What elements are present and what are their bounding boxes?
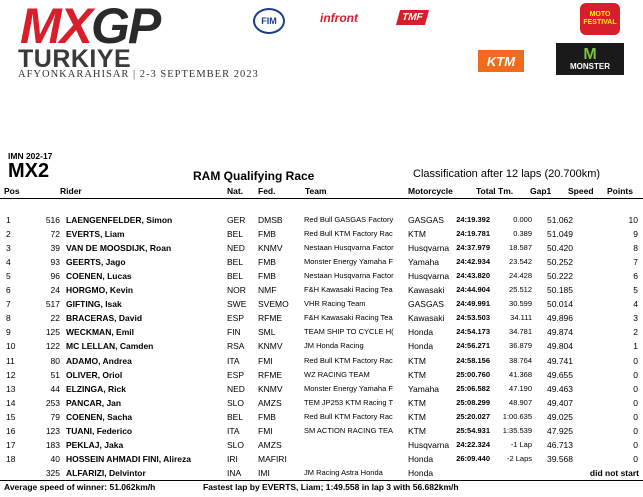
bike-number: 125	[45, 327, 60, 338]
federation: FMB	[258, 271, 276, 282]
rider-name: HORGMO, Kevin	[66, 285, 134, 296]
federation: AMZS	[258, 397, 282, 408]
team-name: F&H Kawasaki Racing Tea	[304, 313, 393, 323]
speed: 50.222	[547, 271, 573, 282]
bike-number: 123	[45, 425, 60, 436]
col-nat: Nat.	[227, 186, 244, 196]
gap: 34.781	[509, 327, 532, 337]
speed: 46.713	[547, 439, 573, 450]
position: 15	[6, 411, 16, 422]
nationality: GER	[227, 215, 246, 225]
table-row	[0, 369, 643, 382]
table-row	[0, 453, 643, 466]
table-row	[0, 284, 643, 297]
position: 1	[6, 215, 11, 225]
motorcycle: Husqvarna	[408, 243, 450, 254]
nationality: ITA	[227, 355, 240, 366]
team-name: JM Racing Astra Honda	[304, 467, 383, 477]
motorcycle: KTM	[408, 411, 426, 422]
federation: KNMV	[258, 383, 283, 394]
bike-number: 24	[50, 285, 60, 296]
rider-name: BRACERAS, David	[66, 313, 143, 324]
federation: FMB	[258, 257, 276, 268]
motorcycle: KTM	[408, 369, 426, 380]
motorcycle: Yamaha	[408, 383, 440, 394]
nationality: BEL	[227, 411, 244, 422]
rider-name: ALFARIZI, Delvintor	[66, 467, 146, 478]
series-code: IMN 202-17	[8, 151, 53, 161]
bike-number: 93	[50, 257, 60, 268]
motorcycle: Yamaha	[408, 257, 440, 268]
bike-number: 39	[50, 243, 60, 254]
mxgp-logo: MXGP	[20, 0, 160, 54]
points: 1	[633, 341, 638, 352]
bike-number: 44	[50, 383, 60, 394]
bike-number: 122	[45, 341, 60, 352]
total-time: 24:44.904	[456, 285, 490, 295]
nationality: BEL	[227, 257, 244, 268]
motorcycle: Honda	[408, 327, 434, 338]
motorcycle: Honda	[408, 341, 434, 352]
total-time: 25:54.931	[456, 425, 490, 435]
total-time: 24:37.979	[456, 243, 490, 253]
speed: 51.062	[547, 215, 573, 225]
monster-energy-logo: M MONSTER	[556, 43, 624, 75]
federation: DMSB	[258, 215, 283, 225]
speed: 49.896	[547, 313, 573, 324]
nationality: NOR	[227, 285, 246, 296]
team-name: Red Bull KTM Factory Rac	[304, 355, 393, 365]
speed: 47.925	[547, 425, 573, 436]
points: 9	[633, 229, 638, 240]
speed: 51.049	[547, 229, 573, 240]
rider-name: TUANI, Federico	[66, 425, 133, 436]
team-name: Monster Energy Yamaha F	[304, 257, 393, 267]
rider-name: MC LELLAN, Camden	[66, 341, 154, 352]
gap: 38.764	[509, 355, 532, 365]
total-time: 24:19.781	[456, 229, 490, 239]
gap: 48.907	[509, 397, 532, 407]
points: 0	[633, 383, 638, 394]
team-name: TEM JP253 KTM Racing T	[304, 397, 394, 407]
team-name: TEAM SHIP TO CYCLE H(	[304, 327, 394, 337]
rider-name: EVERTS, Liam	[66, 229, 125, 240]
position: 14	[6, 397, 16, 408]
total-time: 24:19.392	[456, 215, 490, 224]
table-row	[0, 228, 643, 241]
nationality: SWE	[227, 299, 247, 310]
total-time: 24:58.156	[456, 355, 490, 365]
gap: 34.111	[510, 313, 532, 323]
total-time: 24:54.173	[456, 327, 490, 337]
federation: SVEMO	[258, 299, 289, 310]
speed: 39.568	[547, 453, 573, 464]
table-row	[0, 467, 643, 480]
class-title: MX2	[8, 160, 50, 182]
motorcycle: GASGAS	[408, 215, 444, 225]
federation: KNMV	[258, 243, 283, 254]
speed: 49.874	[547, 327, 573, 338]
total-time: 25:00.760	[456, 369, 490, 379]
table-row	[0, 340, 643, 353]
col-speed: Speed	[568, 186, 594, 196]
col-points: Points	[607, 186, 633, 196]
table-row	[0, 214, 643, 227]
bike-number: 22	[50, 313, 60, 324]
position: 3	[6, 243, 11, 254]
team-name: VHR Racing Team	[304, 299, 366, 309]
table-row	[0, 439, 643, 452]
race-title: RAM Qualifying Race	[193, 169, 315, 183]
nationality: INA	[227, 467, 242, 478]
federation: FMI	[258, 355, 273, 366]
points: 0	[633, 355, 638, 366]
position: 10	[6, 341, 16, 352]
position: 13	[6, 383, 16, 394]
table-row	[0, 298, 643, 311]
ktm-logo: KTM	[478, 50, 524, 72]
position: 12	[6, 369, 16, 380]
rider-name: GEERTS, Jago	[66, 257, 126, 268]
position: 16	[6, 425, 16, 436]
gap: -1 Lap	[510, 439, 532, 449]
nationality: ITA	[227, 425, 240, 436]
points: 0	[633, 453, 638, 464]
moto-festival-logo: MOTO FESTIVAL	[580, 3, 620, 35]
gap: 36.879	[509, 341, 532, 351]
rider-name: PANCAR, Jan	[66, 397, 122, 408]
gap: 47.190	[509, 383, 532, 393]
col-motorcycle: Motorcycle	[408, 186, 453, 196]
motorcycle: Honda	[408, 453, 434, 464]
bike-number: 253	[45, 397, 60, 408]
bike-number: 96	[50, 271, 60, 282]
speed: 49.804	[547, 341, 573, 352]
position: 9	[6, 327, 11, 338]
motorcycle: GASGAS	[408, 299, 444, 310]
team-name: Red Bull GASGAS Factory	[304, 215, 394, 224]
bike-number: 325	[45, 467, 60, 478]
motorcycle: KTM	[408, 355, 426, 366]
total-time: 24:43.820	[456, 271, 490, 281]
team-name: WZ RACING TEAM	[304, 369, 370, 379]
bike-number: 40	[50, 453, 60, 464]
speed: 49.741	[547, 355, 573, 366]
total-time: 26:09.440	[456, 453, 490, 463]
fastest-lap-info: Fastest lap by EVERTS, Liam; 1:49.558 in lap 3 with 56.682km/h	[203, 482, 459, 492]
nationality: NED	[227, 383, 245, 394]
position: 2	[6, 229, 11, 240]
gap: 0.000	[513, 215, 532, 224]
total-time: 24:22.324	[456, 439, 490, 449]
bike-number: 79	[50, 411, 60, 422]
points: 0	[633, 411, 638, 422]
position: 11	[6, 355, 15, 366]
rider-status: did not start	[589, 467, 639, 478]
table-row	[0, 355, 643, 368]
header-divider	[0, 198, 643, 199]
federation: RFME	[258, 369, 283, 380]
position: 7	[6, 299, 11, 310]
federation: RFME	[258, 313, 283, 324]
gap: 41.368	[509, 369, 532, 379]
table-row	[0, 270, 643, 283]
gap: -2 Laps	[506, 453, 532, 463]
motorcycle: Kawasaki	[408, 285, 445, 296]
bike-number: 183	[45, 439, 60, 450]
footer-divider	[0, 480, 643, 481]
motorcycle: KTM	[408, 229, 426, 240]
gap: 23.542	[509, 257, 532, 267]
nationality: ESP	[227, 369, 245, 380]
team-name: SM ACTION RACING TEA	[304, 425, 394, 435]
points: 3	[633, 313, 638, 324]
tmf-logo: TMF	[396, 10, 429, 25]
total-time: 24:42.934	[456, 257, 490, 267]
total-time: 25:06.582	[456, 383, 490, 393]
rider-name: HOSSEIN AHMADI FINI, Alireza	[66, 453, 191, 464]
position: 4	[6, 257, 11, 268]
motorcycle: Husqvarna	[408, 439, 450, 450]
federation: IMI	[258, 467, 270, 478]
nationality: FIN	[227, 327, 241, 338]
gap: 1:35.539	[502, 425, 532, 435]
nationality: RSA	[227, 341, 245, 352]
points: 0	[633, 397, 638, 408]
team-name: Monster Energy Yamaha F	[304, 383, 393, 393]
speed: 50.420	[547, 243, 573, 254]
rider-name: GIFTING, Isak	[66, 299, 122, 310]
total-time: 24:56.271	[456, 341, 490, 351]
col-gap: Gap1	[530, 186, 552, 196]
bike-number: 72	[50, 229, 60, 240]
table-row	[0, 242, 643, 255]
nationality: BEL	[227, 271, 244, 282]
federation: KNMV	[258, 341, 283, 352]
event-location-date: AFYONKARAHISAR | 2-3 SEPTEMBER 2023	[18, 69, 259, 80]
points: 7	[633, 257, 638, 268]
speed: 50.014	[547, 299, 573, 310]
team-name: Red Bull KTM Factory Rac	[304, 229, 393, 239]
motorcycle: KTM	[408, 425, 426, 436]
event-country: TURKIYE	[18, 45, 132, 73]
table-row	[0, 411, 643, 424]
table-row	[0, 312, 643, 325]
speed: 49.655	[547, 369, 573, 380]
total-time: 24:53.503	[456, 313, 490, 323]
rider-name: COENEN, Sacha	[66, 411, 133, 422]
classification-summary: Classification after 12 laps (20.700km)	[413, 168, 601, 180]
table-row	[0, 425, 643, 438]
speed: 49.463	[547, 383, 573, 394]
team-name: F&H Kawasaki Racing Tea	[304, 285, 393, 295]
gap: 24.428	[509, 271, 532, 281]
federation: SML	[258, 327, 276, 338]
points: 0	[633, 369, 638, 380]
federation: FMB	[258, 229, 276, 240]
speed: 50.185	[547, 285, 573, 296]
points: 0	[633, 439, 638, 450]
points: 10	[628, 215, 638, 225]
motorcycle: KTM	[408, 397, 426, 408]
rider-name: LAENGENFELDER, Simon	[66, 215, 173, 225]
position: 6	[6, 285, 11, 296]
total-time: 24:49.991	[456, 299, 490, 309]
table-row	[0, 256, 643, 269]
total-time: 25:20.027	[456, 411, 490, 421]
motorcycle: Honda	[408, 467, 434, 478]
nationality: SLO	[227, 439, 245, 450]
monster-claw-icon: M	[583, 45, 597, 63]
table-row	[0, 326, 643, 339]
nationality: SLO	[227, 397, 245, 408]
position: 5	[6, 271, 11, 282]
points: 5	[633, 285, 638, 296]
rider-name: VAN DE MOOSDIJK, Roan	[66, 243, 172, 254]
federation: FMB	[258, 411, 276, 422]
speed: 50.252	[547, 257, 573, 268]
gap: 1:00.635	[502, 411, 532, 421]
rider-name: WECKMAN, Emil	[66, 327, 134, 338]
nationality: BEL	[227, 229, 244, 240]
position: 8	[6, 313, 11, 324]
rider-name: COENEN, Lucas	[66, 271, 132, 282]
col-rider: Rider	[60, 186, 82, 196]
bike-number: 51	[50, 369, 60, 380]
points: 6	[633, 271, 638, 282]
points: 0	[633, 425, 638, 436]
rider-name: PEKLAJ, Jaka	[66, 439, 124, 450]
gap: 30.599	[509, 299, 532, 309]
winner-average-speed: Average speed of winner: 51.062km/h	[4, 482, 156, 492]
rider-name: ADAMO, Andrea	[66, 355, 132, 366]
gap: 25.512	[509, 285, 532, 295]
gap: 18.587	[509, 243, 532, 253]
motorcycle: Husqvarna	[408, 271, 450, 282]
federation: NMF	[258, 285, 277, 296]
federation: MAFIRI	[258, 453, 287, 464]
team-name: JM Honda Racing	[304, 341, 364, 351]
points: 4	[633, 299, 638, 310]
rider-name: OLIVER, Oriol	[66, 369, 123, 380]
nationality: IRI	[227, 453, 238, 464]
fim-logo: FIM	[253, 8, 285, 34]
speed: 49.407	[547, 397, 573, 408]
total-time: 25:08.299	[456, 397, 490, 407]
bike-number: 80	[50, 355, 60, 366]
speed: 49.025	[547, 411, 573, 422]
nationality: ESP	[227, 313, 245, 324]
col-fed: Fed.	[258, 186, 276, 196]
team-name: Nestaan Husqvarna Factor	[304, 243, 394, 253]
federation: AMZS	[258, 439, 282, 450]
team-name: Nestaan Husqvarna Factor	[304, 271, 394, 281]
col-total-time: Total Tm.	[476, 186, 514, 196]
position: 18	[6, 453, 16, 464]
table-row	[0, 383, 643, 396]
motorcycle: Kawasaki	[408, 313, 445, 324]
col-pos: Pos	[4, 186, 20, 196]
points: 8	[633, 243, 638, 254]
col-team: Team	[305, 186, 327, 196]
table-row	[0, 397, 643, 410]
rider-name: ELZINGA, Rick	[66, 383, 126, 394]
infront-logo: infront	[320, 11, 358, 25]
bike-number: 517	[45, 299, 60, 310]
team-name: Red Bull KTM Factory Rac	[304, 411, 393, 421]
gap: 0.389	[513, 229, 532, 239]
points: 2	[633, 327, 638, 338]
position: 17	[6, 439, 16, 450]
nationality: NED	[227, 243, 245, 254]
federation: FMI	[258, 425, 273, 436]
bike-number: 516	[45, 215, 60, 225]
